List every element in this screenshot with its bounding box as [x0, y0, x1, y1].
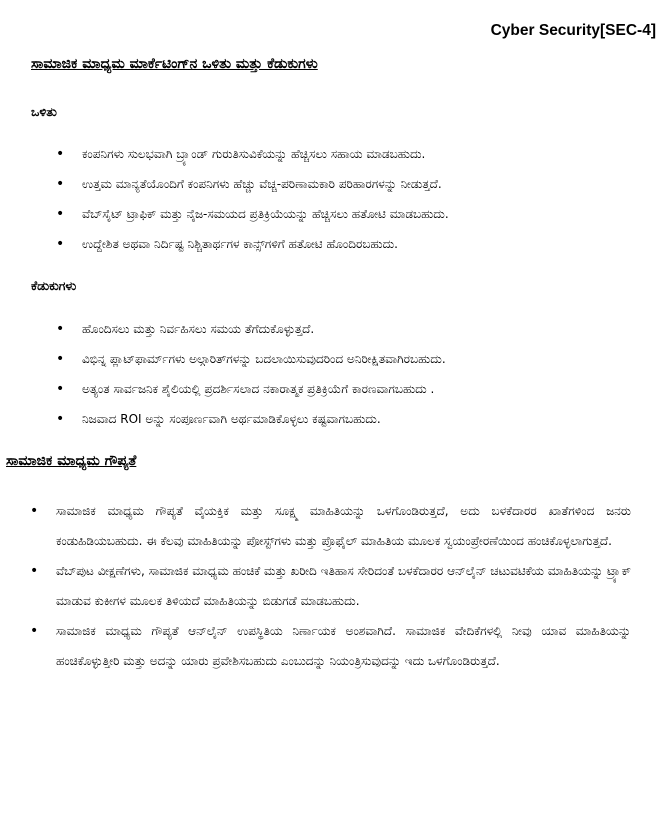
section-title-privacy: ಸಾಮಾಜಿಕ ಮಾಧ್ಯಮ ಗೌಪ್ಯತೆ — [6, 453, 137, 469]
course-header: Cyber Security[SEC-4] — [490, 22, 656, 39]
list-item: • ವೆಬ್‌ಸೈಟ್ ಟ್ರಾಫಿಕ್ ಮತ್ತು ನೈಜ-ಸಮಯದ ಪ್ರತಿಕ್ರಿಯೆಯನ್ನು ಹೆಚ್ಚಿಸಲು ಹತೋಟಿ ಮಾಡಬಹುದು. — [0, 199, 640, 229]
list-item: • ಉತ್ತಮ ಮಾನ್ಯತೆಯೊಂದಿಗೆ ಕಂಪನಿಗಳು ಹೆಚ್ಚು ವೆಚ್ಚ-ಪರಿಣಾಮಕಾರಿ ಪರಿಹಾರಗಳನ್ನು ನೀಡುತ್ತದೆ. — [0, 169, 640, 199]
list-item: • ಅತ್ಯಂತ ಸಾರ್ವಜನಿಕ ಶೈಲಿಯಲ್ಲಿ ಪ್ರದರ್ಶಿಸಲಾದ ನಕಾರಾತ್ಮಕ ಪ್ರತಿಕ್ರಿಯೆಗೆ ಕಾರಣವಾಗಬಹುದು . — [0, 374, 640, 404]
pros-list — [0, 139, 640, 259]
list-item: • ಕಂಪನಿಗಳು ಸುಲಭವಾಗಿ ಬ್ರ್ಯಾಂಡ್ ಗುರುತಿಸುವಿಕೆಯನ್ನು ಹೆಚ್ಚಿಸಲು ಸಹಾಯ ಮಾಡಬಹುದು. — [0, 139, 640, 169]
list-item: • ಸಾಮಾಜಿಕ ಮಾಧ್ಯಮ ಗೌಪ್ಯತೆ ಆನ್‌ಲೈನ್ ಉಪಸ್ಥಿತಿಯ ನಿರ್ಣಾಯಕ ಅಂಶವಾಗಿದೆ. ಸಾಮಾಜಿಕ ವೇದಿಕೆಗಳಲ್ಲಿ ನೀವು ಯಾವ ಮಾಹಿತಿಯನ್ನು ಹಂಚಿಕೊಳ್ಳುತ್ತೀರಿ ಮತ್ತು ಅದನ್ನು ಯಾರು ಪ್ರವೇಶಿಸಬಹುದು ಎಂಬುದನ್ನು ನಿಯಂತ್ರಿಸುವುದನ್ನು ಇದು ಒಳಗೊಂಡಿರುತ್ತದೆ. — [0, 616, 631, 676]
list-item: • ವೆಬ್‌ಪುಟ ವೀಕ್ಷಣೆಗಳು, ಸಾಮಾಜಿಕ ಮಾಧ್ಯಮ ಹಂಚಿಕೆ ಮತ್ತು ಖರೀದಿ ಇತಿಹಾಸ ಸೇರಿದಂತೆ ಬಳಕೆದಾರರ ಆನ್‌ಲೈನ್ ಚಟುವಟಿಕೆಯ ಮಾಹಿತಿಯನ್ನು ಟ್ರ್ಯಾಕ್ ಮಾಡುವ ಕುಕೀಗಳ ಮೂಲಕ ತಿಳಿಯದೆ ಮಾಹಿತಿಯನ್ನು ಬಿಡುಗಡೆ ಮಾಡಬಹುದು. — [0, 556, 631, 616]
privacy-list — [0, 496, 664, 676]
list-item: • ಉದ್ದೇಶಿತ ಅಥವಾ ನಿರ್ದಿಷ್ಟ ನಿಶ್ಚಿತಾರ್ಥಗಳ ಕಾನ್ಸ್‌ಗಳಿಗೆ ಹತೋಟಿ ಹೊಂದಿರಬಹುದು. — [0, 229, 640, 259]
list-item: • ವಿಭಿನ್ನ ಪ್ಲಾಟ್‌ಫಾರ್ಮ್‌ಗಳು ಅಲ್ಗಾರಿತ್‌ಗಳನ್ನು ಬದಲಾಯಿಸುವುದರಿಂದ ಅನಿರೀಕ್ಷಿತವಾಗಿರಬಹುದು. — [0, 344, 640, 374]
pros-heading: ಒಳಿತು — [31, 104, 57, 119]
section-title-pros-cons: ಸಾಮಾಜಿಕ ಮಾಧ್ಯಮ ಮಾರ್ಕೆಟಿಂಗ್‌ನ ಒಳಿತು ಮತ್ತು ಕೆಡುಕುಗಳು — [31, 56, 318, 72]
cons-list — [0, 314, 640, 434]
list-item: • ಹೊಂದಿಸಲು ಮತ್ತು ನಿರ್ವಹಿಸಲು ಸಮಯ ತೆಗೆದುಕೊಳ್ಳುತ್ತದೆ. — [0, 314, 640, 344]
list-item: • ಸಾಮಾಜಿಕ ಮಾಧ್ಯಮ ಗೌಪ್ಯತೆ ವೈಯಕ್ತಿಕ ಮತ್ತು ಸೂಕ್ಷ್ಮ ಮಾಹಿತಿಯನ್ನು ಒಳಗೊಂಡಿರುತ್ತದೆ, ಅದು ಬಳಕೆದಾರರ ಖಾತೆಗಳಿಂದ ಜನರು ಕಂಡುಹಿಡಿಯಬಹುದು. ಈ ಕೆಲವು ಮಾಹಿತಿಯನ್ನು ಪೋಸ್ಟ್‌ಗಳು ಮತ್ತು ಪ್ರೊಫೈಲ್ ಮಾಹಿತಿಯ ಮೂಲಕ ಸ್ವಯಂಪ್ರೇರಣೆಯಿಂದ ಹಂಚಿಕೊಳ್ಳಲಾಗುತ್ತದೆ. — [0, 496, 631, 556]
list-item: • ನಿಜವಾದ ROI ಅನ್ನು ಸಂಪೂರ್ಣವಾಗಿ ಅರ್ಥಮಾಡಿಕೊಳ್ಳಲು ಕಷ್ಟವಾಗಬಹುದು. — [0, 404, 640, 434]
cons-heading: ಕೆಡುಕುಗಳು — [31, 278, 77, 293]
